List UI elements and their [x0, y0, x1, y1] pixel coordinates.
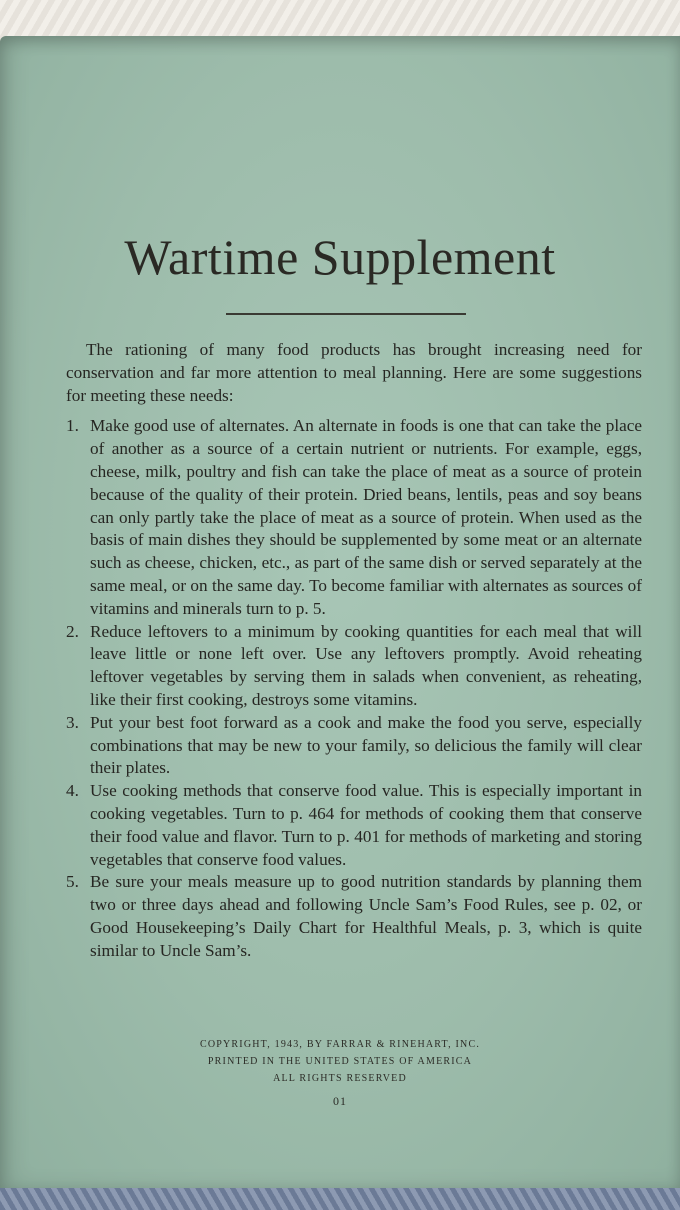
page-title: Wartime Supplement [124, 229, 556, 285]
intro-paragraph: The rationing of many food products has brought increasing need for conservation and far more attention to meal planning. Here are some suggestions for meeting these needs: [66, 340, 642, 405]
item-number: 4. [66, 781, 79, 801]
title-rule [226, 313, 466, 315]
item-number: 2. [66, 621, 79, 641]
copyright-line: COPYRIGHT, 1943, BY FARRAR & RINEHART, INC. [199, 1039, 481, 1050]
item-text: Be sure your meals measure up to good nutrition standards by planning them two or three days ahead and following Uncle Sam’s Food Rules, see p. 02, or Good Housekeeping’s Daily Chart for Healthful Meals, p. 3, which is quite similar to Uncle Sam’s. [90, 872, 642, 960]
printed-line: PRINTED IN THE UNITED STATES OF AMERICA [207, 1056, 473, 1067]
list-item [66, 780, 642, 871]
suggestion-list [66, 415, 642, 962]
item-number: 5. [66, 872, 79, 892]
item-number: 3. [66, 712, 79, 732]
book-page [0, 36, 680, 1188]
page-body [66, 339, 642, 963]
item-text: Reduce leftovers to a minimum by cooking quantities for each meal that will leave little or none left over. Use any leftovers promptly. Avoid reheating leftover vegetables by serving them in salads when convenient, as reheating, like their first cooking, destroys some vitamins. [90, 621, 642, 709]
rights-line: ALL RIGHTS RESERVED [273, 1073, 407, 1084]
item-text: Put your best foot forward as a cook and make the food you serve, especially combinations that may be new to your family, so delicious the family will clear their plates. [90, 712, 642, 778]
list-item [66, 621, 642, 712]
item-text: Make good use of alternates. An alternate in foods is one that can take the place of another as a source of a certain nutrient or nutrients. For example, eggs, cheese, milk, poultry and fish can take the place of meat as a source of protein because of the quality of their protein. Dried beans, lentils, peas and soy beans can only partly take the place of meat as a source of protein. When used as the basis of main dishes they should be supplemented by some meat or an alternate such as cheese, chicken, etc., as part of the same dish or served separately at the same meal, or on the same day. To become familiar with alternates as sources of vitamins and minerals turn to p. 5. [90, 416, 642, 618]
page-number: 01 [333, 1094, 347, 1108]
item-number: 1. [66, 416, 79, 436]
item-text: Use cooking methods that conserve food value. This is especially important in cooking vegetables. Turn to p. 464 for methods of cooking them that conserve their food value and flavor. Turn to p. 401 for methods of marketing and storing vegetables that conserve food values. [90, 781, 642, 869]
copyright-notice [0, 1036, 680, 1087]
list-item [66, 415, 642, 620]
list-item [66, 712, 642, 780]
list-item [66, 871, 642, 962]
